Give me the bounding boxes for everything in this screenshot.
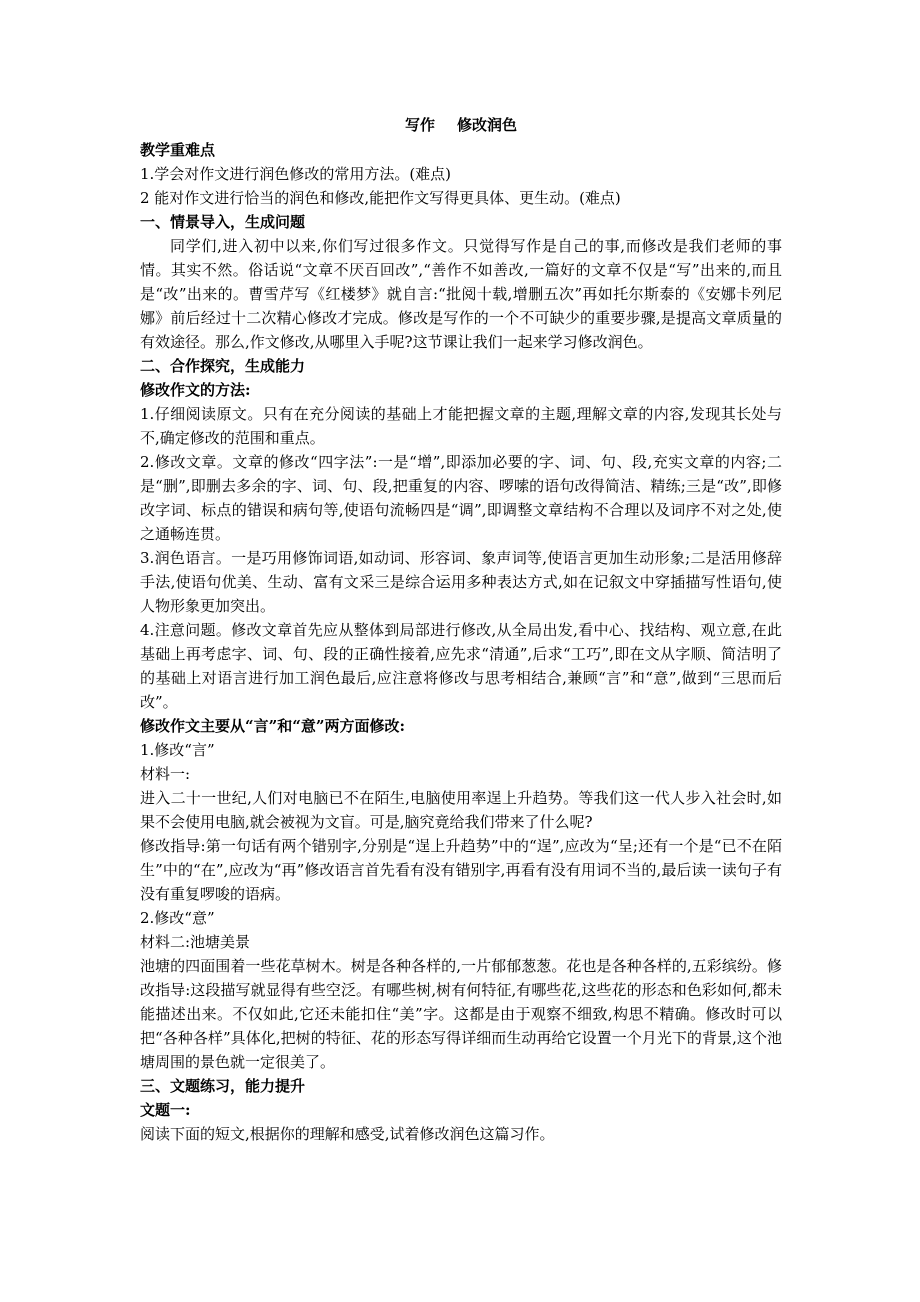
section2-heading: 二、合作探究，生成能力 (140, 357, 306, 375)
title-sub: 修改润色 (457, 116, 518, 134)
aspects-heading: 修改作文主要从“言”和“意”两方面修改: (140, 717, 406, 735)
exercise-text: 阅读下面的短文,根据你的理解和感受,试着修改润色这篇习作。 (140, 1125, 555, 1143)
material-one-text: 进入二十一世纪,人们对电脑已不在陌生,电脑使用率逞上升趋势。等我们这一代人步入社会时,如果不会使用电脑,就会被视为文盲。可是,脑究竟给我们带来了什么呢? (140, 789, 782, 831)
methods-heading: 修改作文的方法: (140, 381, 251, 399)
method-4: 4.注意问题。修改文章首先应从整体到局部进行修改,从全局出发,看中心、找结构、观立意,在此基础上再考虑字、词、句、段的正确性接着,应先求“清通”,后求“工巧”,即在文从字顺、简洁明了的基础上对语言进行加工润色最后,应注意将修改与思考相结合,兼顾“言”和“意”,做到“三思而后改”。 (140, 621, 782, 711)
section3-heading: 三、文题练习，能力提升 (140, 1077, 306, 1095)
key-points-heading: 教学重难点 (140, 141, 216, 159)
document-body (140, 113, 782, 1146)
yi-heading: 2.修改“意” (140, 909, 215, 927)
section1-heading: 一、情景导入，生成问题 (140, 213, 306, 231)
key-point-1: 1.学会对作文进行润色修改的常用方法。(难点) (140, 165, 452, 183)
method-3: 3.润色语言。一是巧用修饰词语,如动词、形容词、象声词等,使语言更加生动形象;二是活用修辞手法,使语句优美、生动、富有文采三是综合运用多种表达方式,如在记叙文中穿插描写性语句,使人物形象更加突出。 (140, 549, 782, 615)
material-two-label: 材料二:池塘美景 (140, 933, 251, 951)
page-title (140, 113, 782, 137)
method-2: 2.修改文章。文章的修改“四字法”:一是“增”,即添加必要的字、词、句、段,充实文章的内容;二是“删”,即删去多余的字、词、句、段,把重复的内容、啰嗦的语句改得简洁、精练;三是“改”,即修改字词、标点的错误和病句等,使语句流畅四是“调”,即调整文章结构不合理以及词序不对之处,使之通畅连贯。 (140, 453, 782, 543)
material-one-label: 材料一: (140, 765, 191, 783)
intro-paragraph: 同学们,进入初中以来,你们写过很多作文。只觉得写作是自己的事,而修改是我们老师的事情。其实不然。俗话说“文章不厌百回改”,“善作不如善改,一篇好的文章不仅是“写”出来的,而且是“改”出来的。曹雪芹写《红楼梦》就自言:“批阅十载,增删五次”再如托尔斯泰的《安娜卡列尼娜》前后经过十二次精心修改才完成。修改是写作的一个不可缺少的重要步骤,是提高文章质量的有效途径。那么,作文修改,从哪里入手呢?这节课让我们一起来学习修改润色。 (140, 237, 782, 351)
material-two-text: 池塘的四面围着一些花草树木。树是各种各样的,一片郁郁葱葱。花也是各种各样的,五彩缤纷。修改指导:这段描写就显得有些空泛。有哪些树,树有何特征,有哪些花,这些花的形态和色彩如何,都未能描述出来。不仅如此,它还未能扣住“美”字。这都是由于观察不细致,构思不精确。修改时可以把“各种各样”具体化,把树的特征、花的形态写得详细而生动再给它设置一个月光下的背景,这个池塘周围的景色就一定很美了。 (140, 957, 782, 1071)
yan-guidance: 修改指导:第一句话有两个错别字,分别是“逞上升趋势”中的“逞”,应改为“呈;还有一个是“已不在陌生”中的“在”,应改为“再”修改语言首先看有没有错别字,再看有没有用词不当的,最后读一读句子有没有重复啰唆的语病。 (140, 837, 782, 903)
key-point-2: 2 能对作文进行恰当的润色和修改,能把作文写得更具体、更生动。(难点) (140, 189, 621, 207)
yan-heading: 1.修改“言” (140, 741, 215, 759)
method-1: 1.仔细阅读原文。只有在充分阅读的基础上才能把握文章的主题,理解文章的内容,发现其长处与不,确定修改的范围和重点。 (140, 405, 782, 447)
exercise-heading: 文题一: (140, 1101, 191, 1119)
title-main: 写作 (404, 116, 435, 134)
